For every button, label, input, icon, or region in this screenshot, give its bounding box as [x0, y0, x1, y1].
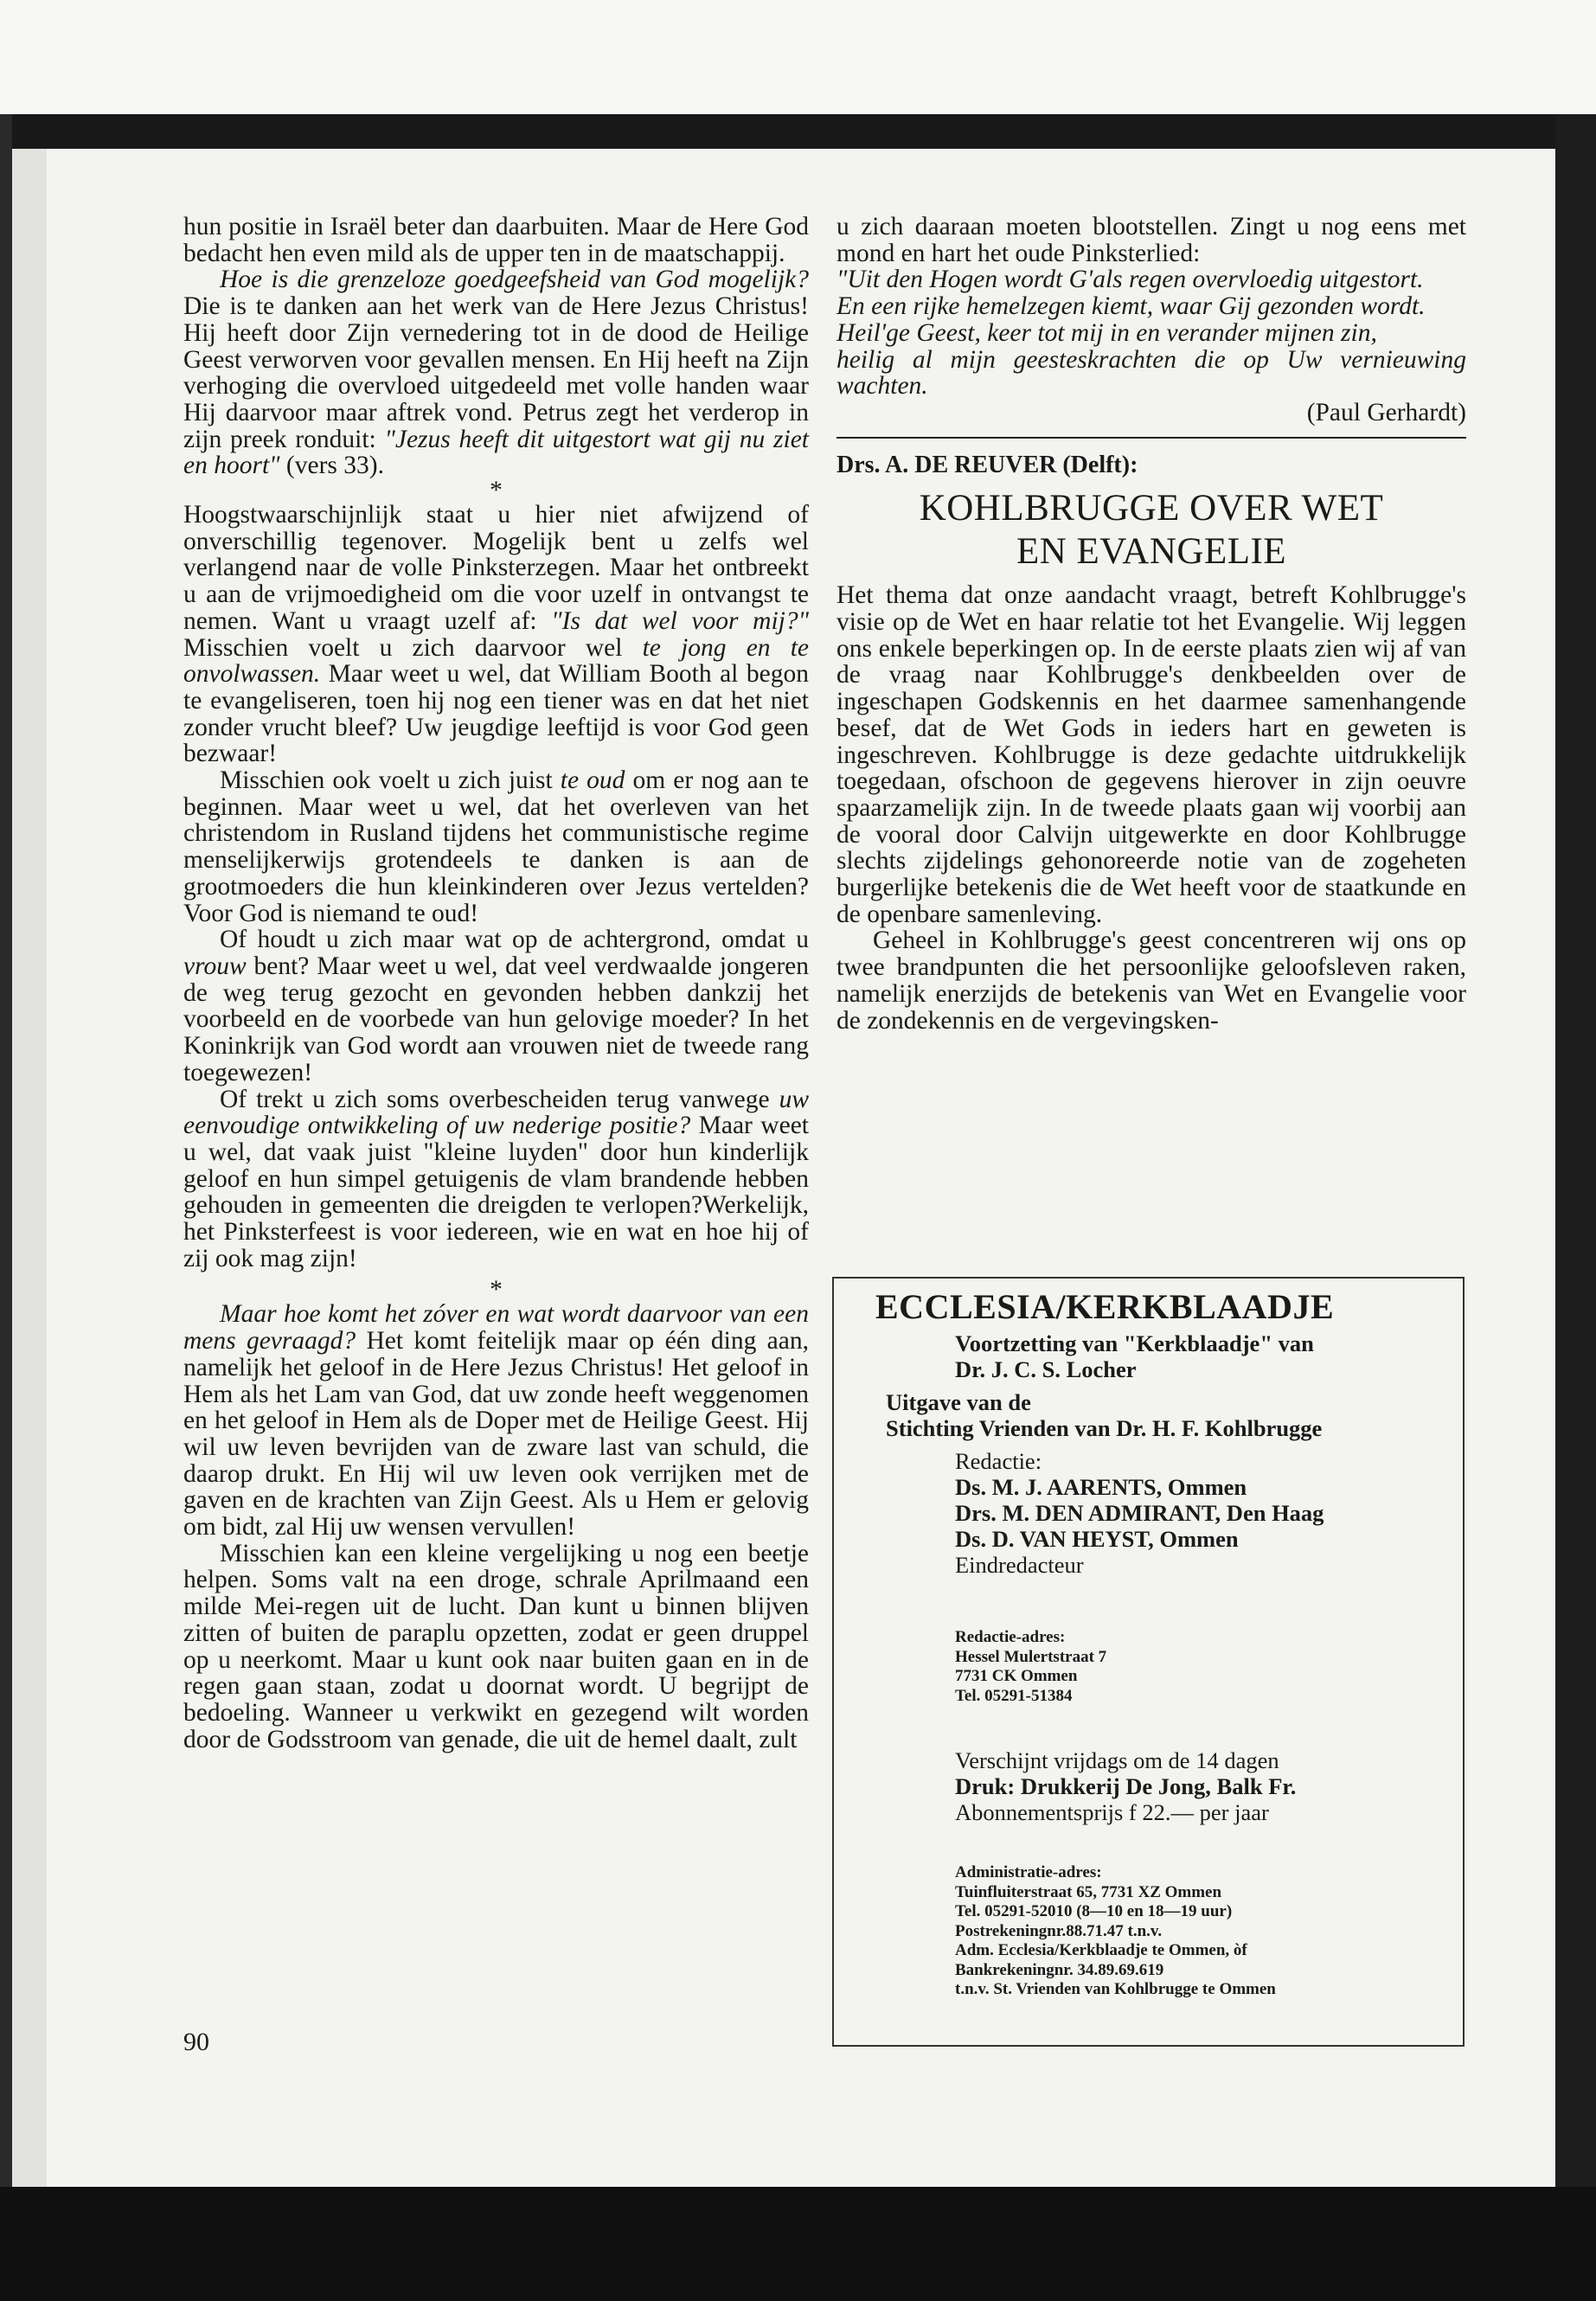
section-divider-2: * [490, 1276, 503, 1304]
left-column [183, 214, 809, 1753]
paragraph-7-b: Het komt feitelijk maar op één ding aan, namelijk het geloof in de Here Jezus Christus! Het geloof in Hem als het Lam van God, dat uw zonde heeft weggenomen en het geloof in Hem als de Doper met de Heilige Geest. Hij wil uw leven bevrijden van de zware last van schuld, die daarop drukt. En Hij wil uw leven ook verrijken met de gaven en de krachten van Zijn Geest. Als u Hem er gelovig om bidt, zal Hij uw wensen vervullen! [183, 1327, 809, 1541]
paragraph-6-a: Of trekt u zich soms overbescheiden terug vanwege [220, 1085, 779, 1113]
paragraph-2-quote: "Jezus heeft dit uitgestort wat gij nu ziet en hoort" [183, 425, 809, 480]
paragraph-7 [183, 1301, 809, 1540]
paragraph-6 [183, 1086, 809, 1272]
colophon-admin-line-1: Tuinfluiterstraat 65, 7731 XZ Ommen [955, 1882, 1222, 1901]
colophon-admin-line-3: Postrekeningnr.88.71.47 t.n.v. [955, 1921, 1163, 1940]
article-byline: Drs. A. DE REUVER (Delft): [836, 451, 1138, 478]
poem-attribution: (Paul Gerhardt) [1306, 398, 1466, 426]
paragraph-5-a: Of houdt u zich maar wat op de achtergrond, omdat u [220, 926, 809, 954]
paragraph-5-b: bent? Maar weet u wel, dat veel verdwaalde jongeren de weg terug gezocht en gevonden hebben dankzij het voorbeeld en de voorbede van hun gelovige moeder? In het Koninkrijk van God wordt aan vrouwen niet de tweede rang toegewezen! [183, 952, 809, 1086]
paragraph-4-b: om er nog aan te beginnen. Maar weet u wel, dat het overleven van het christendom in Rusland tijdens het communistische regime menselijkerwijs grotendeels te danken is aan de grootmoeders die hun kleinkinderen over Jezus vertelden? Voor God is niemand te oud! [183, 766, 809, 927]
paragraph-8: Misschien kan een kleine vergelijking u nog een beetje helpen. Soms valt na een droge, schrale Aprilmaand een milde Mei-regen uit de lucht. Dan kunt u binnen blijven zitten of buiten de paraplu opzetten, zodat er geen druppel op u neerkomt. Maar u kunt ook naar buiten gaan en in de regen gaan staan, zodat u doornat wordt. U begrijpt de bedoeling. Wanneer u verkwikt en gezegend wilt worden door de Godsstroom van genade, die uit de hemel daalt, zult [183, 1539, 809, 1753]
section-divider-1: * [490, 477, 503, 505]
article-title-line-2: EN EVANGELIE [1016, 531, 1287, 573]
paragraph-3-a: Hoogstwaarschijnlijk staat u hier niet afwijzend of onverschillig tegenover. Mogelijk bent u zelfs wel verlangend naar de volle Pinksterzegen. Maar het ontbreekt u aan de vrijmoedigheid om die voor uzelf in ontvangst te nemen. Want u vraagt uzelf af: [183, 501, 809, 635]
poem-line-2 [836, 293, 1466, 320]
article-paragraph-2: Geheel in Kohlbrugge's geest concentreren wij ons op twee brandpunten die het persoonlijke geloofsleven raken, namelijk enerzijds de betekenis van Wet en Evangelie voor de zondekennis en de vergevingsken- [836, 926, 1466, 1035]
colophon-address-line-1: Hessel Mulertstraat 7 [955, 1647, 1107, 1666]
article-title [836, 487, 1466, 574]
colophon-publisher-line-1: Uitgave van de [886, 1389, 1031, 1415]
colophon-continuation-line-1: Voortzetting van "Kerkblaadje" van [955, 1330, 1314, 1356]
colophon-continuation-line-2: Dr. J. C. S. Locher [955, 1356, 1137, 1382]
colophon-address-line-3: Tel. 05291-51384 [955, 1686, 1073, 1705]
colophon-admin-label: Administratie-adres: [955, 1863, 1102, 1881]
poem-line-3-text: Heil'ge Geest, keer tot mij in en verander mijnen zin, [836, 318, 1377, 347]
scan-bottom-border [0, 2187, 1596, 2301]
right-column [836, 214, 1466, 1034]
article-paragraph-1: Het thema dat onze aandacht vraagt, betreft Kohlbrugge's visie op de Wet en haar relatie tot het Evangelie. Wij leggen ons enkele beperkingen op. In de eerste plaats zien wij af van de vraag naar Kohlbrugge's denkbeelden over de ingeschapen Godskennis en het daarmee samenhangende besef, dat de Wet Gods in ieders hart en geweten is ingeschreven. Kohlbrugge is deze gedachte uitdrukkelijk toegedaan, ofschoon de gegevens hierover in zijn oeuvre spaarzamelijk zijn. In de tweede plaats gaan wij voorbij aan de vooral door Calvijn uitgewerkte en door Kohlbrugge slechts zijdelings gehonoreerde notie van de zogeheten burgerlijke betekenis die de Wet heeft voor de staatkunde en de openbare samenleving. [836, 581, 1466, 928]
colophon-admin-line-2: Tel. 05291-52010 (8—10 en 18—19 uur) [955, 1902, 1233, 1920]
colophon-title: ECCLESIA/KERKBLAADJE [875, 1287, 1335, 1326]
page-number: 90 [183, 2028, 209, 2056]
colophon-address-label: Redactie-adres: [955, 1628, 1066, 1646]
poem-line-2-text: En een rijke hemelzegen kiemt, waar Gij gezonden wordt. [836, 292, 1426, 321]
paragraph-5 [183, 926, 809, 1086]
colophon-admin-line-6: t.n.v. St. Vrienden van Kohlbrugge te Ommen [955, 1980, 1276, 1998]
paragraph-4-italic: te oud [560, 766, 625, 795]
poem-line-1-text: "Uit den Hogen wordt G'als regen overvloedig uitgestort. [836, 266, 1424, 294]
paragraph-3-italic: te jong en te onvolwassen. [183, 633, 809, 689]
colophon-editor-2: Drs. M. DEN ADMIRANT, Den Haag [955, 1500, 1324, 1526]
colophon-box [832, 1277, 1465, 2047]
paragraph-2-italic: Hoe is die grenzeloze goedgeefsheid van God mogelijk? [220, 266, 809, 294]
article-separator [836, 437, 1466, 439]
paragraph-2 [183, 266, 809, 479]
paragraph-3-b: Misschien voelt u zich daarvoor wel [183, 633, 643, 662]
colophon-address-line-2: 7731 CK Ommen [955, 1667, 1078, 1685]
paragraph-4-a: Misschien ook voelt u zich juist [220, 766, 561, 795]
right-paragraph-1: u zich daaraan moeten blootstellen. Zingt u nog eens met mond en hart het oude Pinksterlied: [836, 213, 1466, 267]
colophon-printer: Druk: Drukkerij De Jong, Balk Fr. [955, 1773, 1297, 1799]
colophon-frequency: Verschijnt vrijdags om de 14 dagen [955, 1747, 1279, 1773]
paragraph-3 [183, 502, 809, 767]
colophon-editors [955, 1448, 1439, 1578]
article-title-line-1: KOHLBRUGGE OVER WET [919, 488, 1384, 529]
colophon-editorial-address [955, 1628, 1439, 1706]
paragraph-6-b: Maar weet u wel, dat vaak juist "kleine luyden" door hun kinderlijk geloof en hun simpel getuigenis de vlam brandende hebben gehouden in gemeenten die dreigden te verlopen?Werkelijk, het Pinksterfeest is voor iedereen, wie en wat en hoe hij of zij ook mag zijn! [183, 1112, 809, 1272]
paragraph-1: hun positie in Israël beter dan daarbuiten. Maar de Here God bedacht hen even mild als de upper ten in de maatschappij. [183, 213, 809, 267]
paragraph-2-end: (vers 33). [279, 452, 384, 480]
colophon-editor-in-chief: Eindredacteur [955, 1552, 1084, 1578]
scan-left-border [0, 114, 12, 2190]
paragraph-4 [183, 767, 809, 926]
colophon-subscription: Abonnementsprijs f 22.— per jaar [955, 1799, 1269, 1825]
colophon-continuation [955, 1330, 1439, 1382]
colophon-publisher [886, 1389, 1439, 1441]
poem-line-4 [836, 347, 1466, 400]
paragraph-3-quote: "Is dat wel voor mij?" [551, 606, 809, 635]
colophon-publisher-line-2: Stichting Vrienden van Dr. H. F. Kohlbrugge [886, 1415, 1323, 1441]
colophon-editor-3: Ds. D. VAN HEYST, Ommen [955, 1526, 1239, 1552]
colophon-admin-line-4: Adm. Ecclesia/Kerkblaadje te Ommen, òf [955, 1941, 1247, 1959]
paragraph-2-body: Die is te danken aan het werk van de Here Jezus Christus! Hij heeft door Zijn vernedering tot in de dood de Heilige Geest verworven voor gevallen mensen. En Hij heeft na Zijn verhoging die overvloed uitgedeeld met volle handen waar Hij daarvoor maar aftrek vond. Petrus zegt het verderop in zijn preek ronduit: [183, 292, 809, 453]
poem-line-3 [836, 320, 1466, 347]
poem-line-4-text: heilig al mijn geesteskrachten die op Uw vernieuwing wachten. [836, 345, 1466, 401]
colophon-publication-info [955, 1747, 1439, 1825]
scan-right-border [1555, 114, 1596, 2190]
colophon-admin-address [955, 1863, 1439, 2000]
paragraph-3-c: Maar weet u wel, dat William Booth al begon te evangeliseren, toen hij nog een tiener was en dat het niet zonder vrucht bleef? Uw jeugdige leeftijd is voor God geen bezwaar! [183, 660, 809, 768]
paragraph-7-italic: Maar hoe komt het zóver en wat wordt daarvoor van een mens gevraagd? [183, 1300, 809, 1356]
poem-line-1 [836, 266, 1466, 293]
paragraph-6-italic: uw eenvoudige ontwikkeling of uw nederige positie? [183, 1085, 809, 1140]
colophon-editor-1: Ds. M. J. AARENTS, Ommen [955, 1474, 1247, 1500]
paragraph-5-italic: vrouw [183, 952, 247, 980]
colophon-editors-label: Redactie: [955, 1448, 1042, 1474]
colophon-admin-line-5: Bankrekeningnr. 34.89.69.619 [955, 1960, 1164, 1979]
